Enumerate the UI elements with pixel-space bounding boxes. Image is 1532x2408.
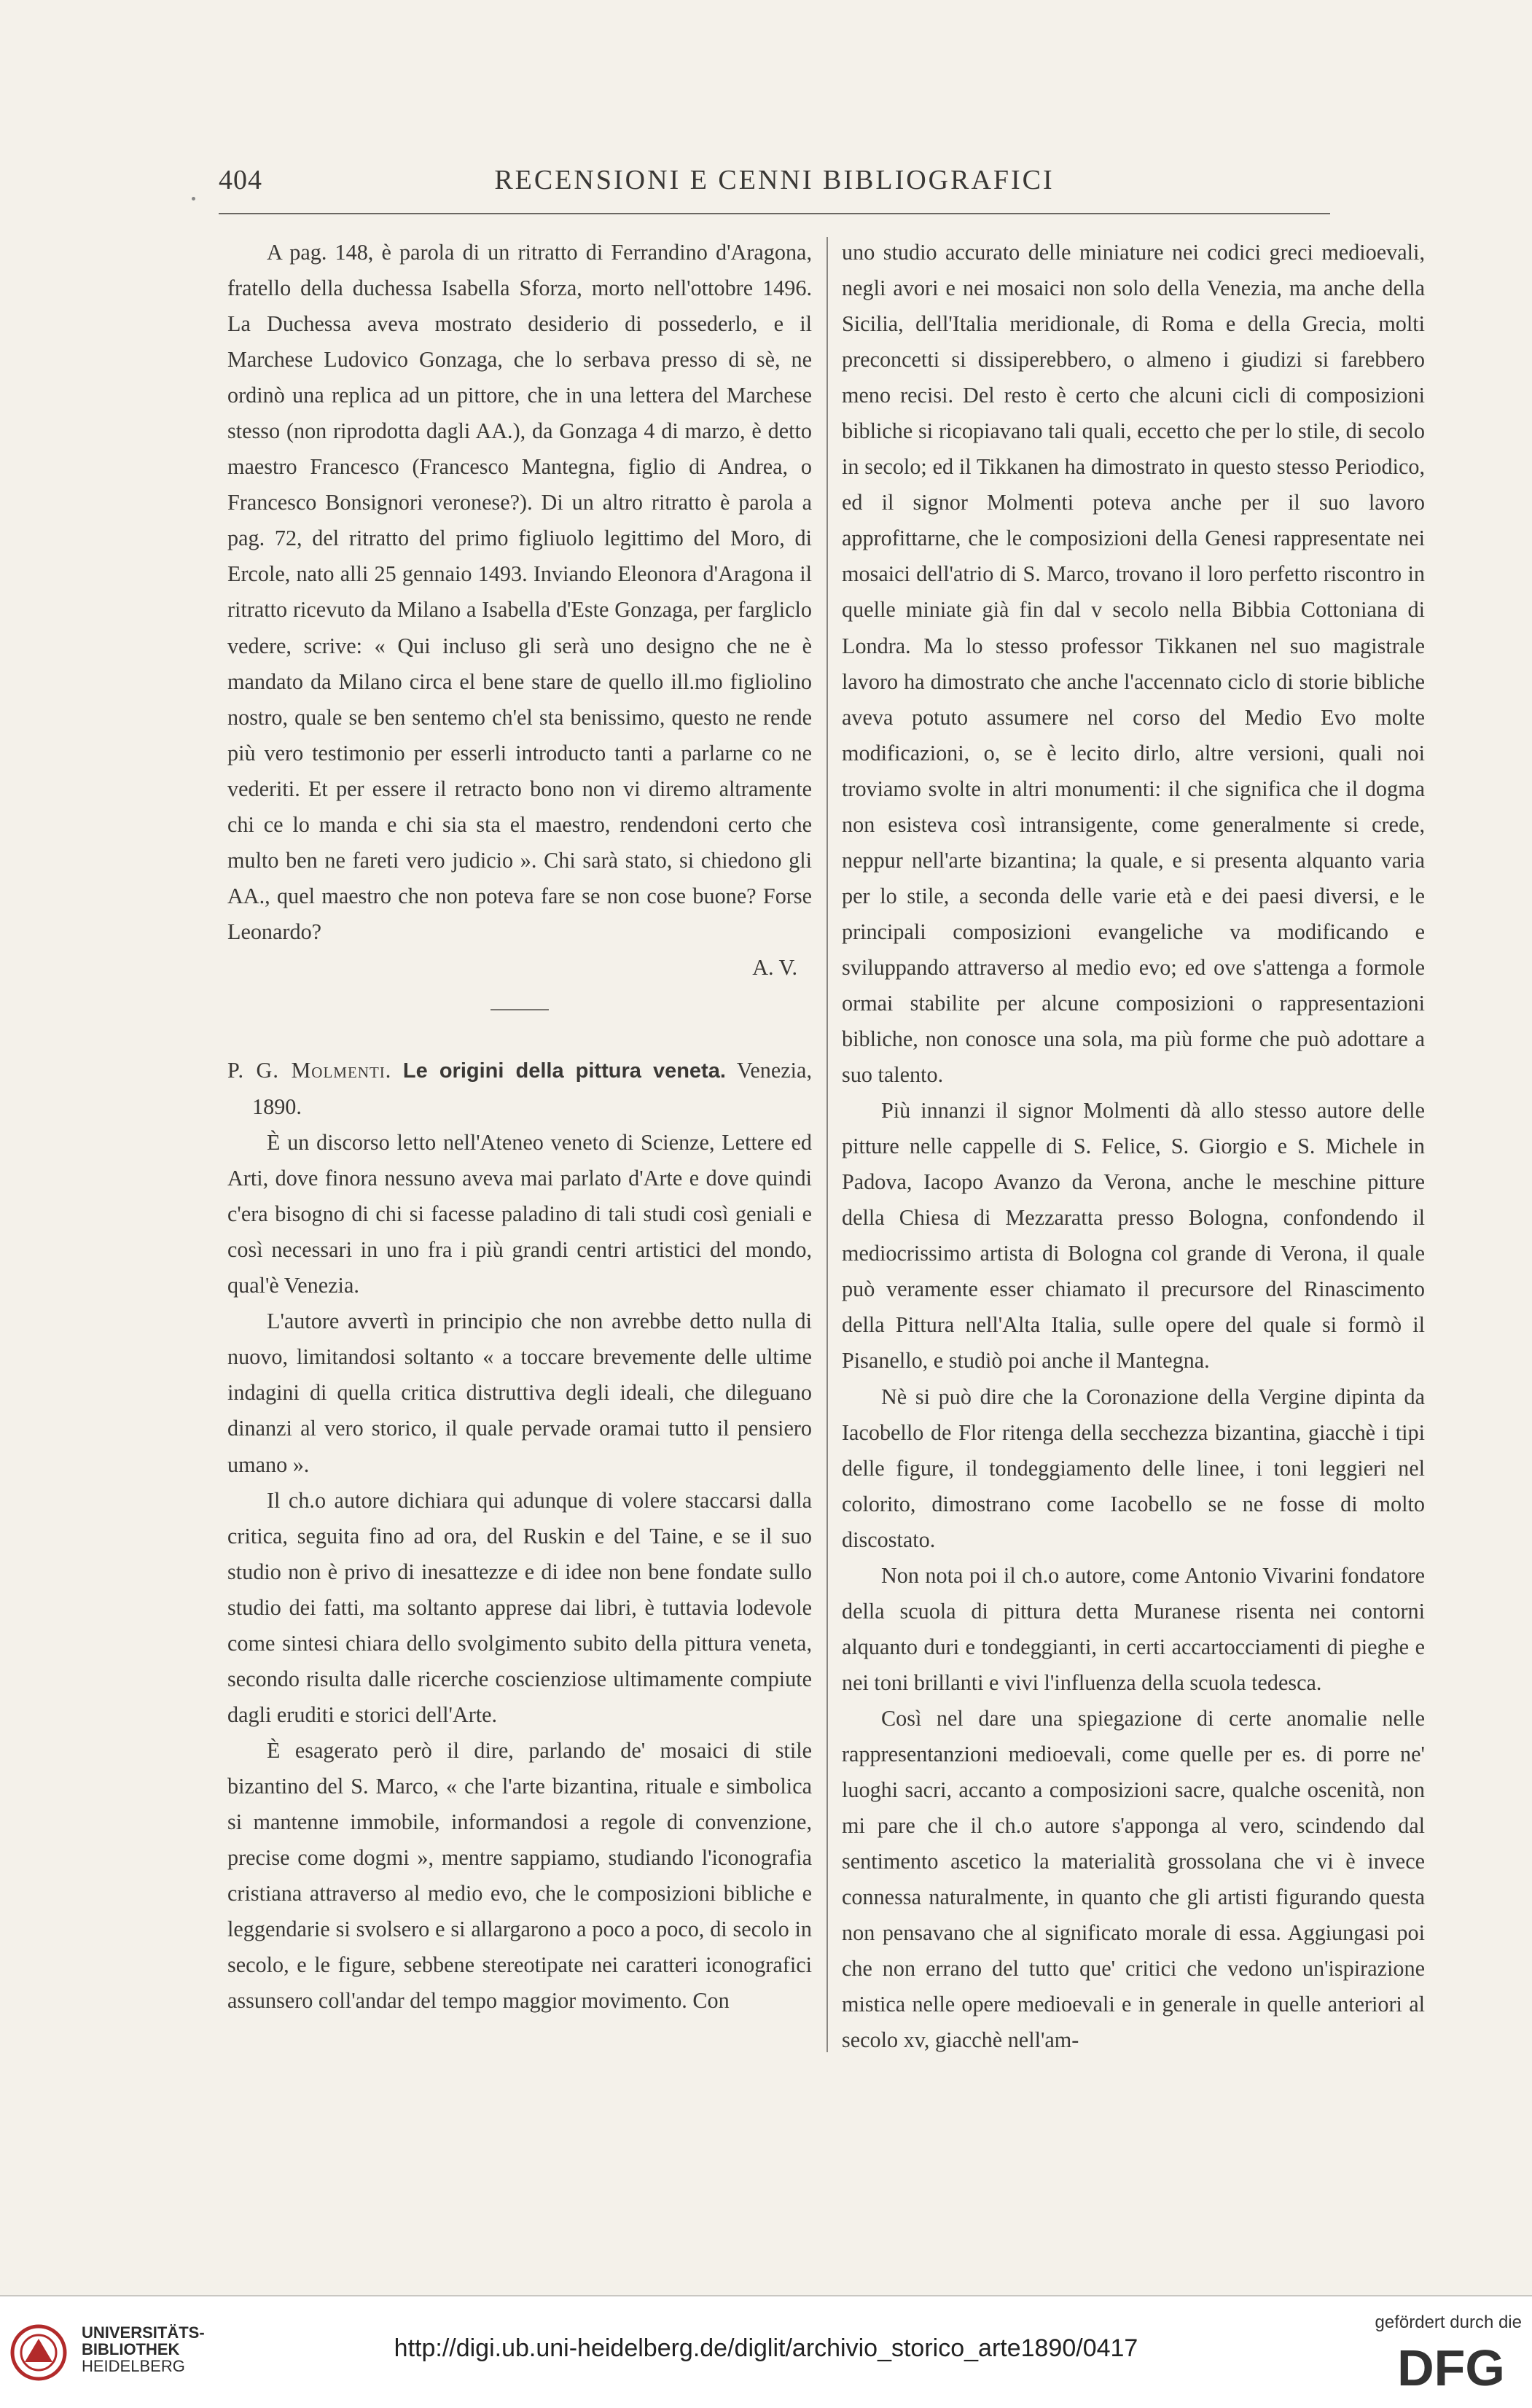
running-head: RECENSIONI E CENNI BIBLIOGRAFICI <box>494 165 1055 195</box>
paragraph: L'autore avvertì in principio che non avrebbe detto nulla di nuovo, limitandosi soltanto « a toccare brevemente delle ultime indagini di quella critica distruttiva degli ideali, che dileguano dinanzi al vero storico, il quale pervade oramai tutto il pensiero umano ». <box>227 1309 812 1477</box>
header-rule <box>219 213 1330 214</box>
review-publication: Venezia, 1890. <box>252 1057 812 1120</box>
funder-label: gefördert durch die <box>1375 2312 1522 2332</box>
paragraph: Più innanzi il signor Molmenti dà allo stesso autore delle pitture nelle cappelle di S. Felice, S. Giorgio e S. Michele in Padova, Iacopo Avanzo da Verona, anche le meschine pitture della Chiesa di Mezzaratta presso Bologna, confondendo il mediocrissimo artista di Bologna col grande di Verona, il quale può veramente esser chiamato il precursore del Rinascimento della Pittura nell'Alta Italia, sulle opere del quale si formò il Pisanello, e studiò poi anche il Mantegna. <box>842 1098 1425 1374</box>
review-title: Le origini della pittura veneta. <box>402 1059 726 1083</box>
paragraph: Non nota poi il ch.o autore, come Antonio Vivarini fondatore della scuola di pittura detta Muranese risenta nei contorni alquanto duri e tondeggianti, in certi accartocciamenti di pieghe e nei toni brillanti e vivi l'influenza della scuola tedesca. <box>842 1562 1425 1695</box>
paragraph: Così nel dare una spiegazione di certe anomalie nelle rappresentanzioni medioevali, come quelle per es. di porre ne' luoghi sacri, accanto a composizioni sacre, qualche oscenità, non mi pare che il ch.o autore s'apponga al vero, scindendo dal sentimento ascetico la materialità grossolana che vi è invece connessa naturalmente, in quanto che gli artisti figurando questa non pensavano che al significato morale di essa. Aggiungasi poi che non errano del tutto que' critici che vedono un'ispirazione mistica nelle opere medioevali e in generale in quelle anteriori al secolo xv, giacchè nell'am- <box>842 1705 1425 2053</box>
paragraph: È esagerato però il dire, parlando de' mosaici di stile bizantino del S. Marco, « che l'arte bizantina, rituale e simbolica si mantenne immobile, informandosi a regole di convenzione, precise come dogmi », mentre sappiamo, studiando l'iconografia cristiana attraverso al medio evo, che le composizioni bibliche e leggendarie si svolsero e si allargarono a poco a poco, di secolo in secolo, e le figure, sebbene stereotipate nei caratteri iconografici assunsero coll'andar del tempo maggior movimento. Con <box>227 1737 812 2014</box>
page-header <box>219 164 1330 200</box>
page-number: 404 <box>219 165 262 195</box>
column-rule <box>826 237 828 2052</box>
library-name-line: HEIDELBERG <box>82 2357 185 2375</box>
paragraph: A pag. 148, è parola di un ritratto di Ferrandino d'Aragona, fratello della duchessa Isabella Sforza, morto nell'ottobre 1496. La Duchessa aveva mostrato desiderio di possederlo, e il Marchese Ludovico Gonzaga, che lo serbava presso di sè, ne ordinò una replica ad un pittore, che in una lettera del Marchese stesso (non riprodotta dagli AA.), da Gonzaga 4 di marzo, è detto maestro Francesco (Francesco Mantegna, figlio di Andrea, o Francesco Bonsignori veronese?). Di un altro ritratto è parola a pag. 72, del ritratto del primo figliuolo legittimo del Moro, di Ercole, nato alli 25 gennaio 1493. Inviando Eleonora d'Aragona il ritratto ricevuto da Milano a Isabella d'Este Gonzaga, per fargliclo vedere, scrive: « Qui incluso gli serà uno designo che ne è mandato da Milano circa el bene stare de quello ill.mo figliolino nostro, quale se ben sentemo ch'el sta benissimo, questo ne rende più vero testimonio per esserli introducto tanti a parlarne co ne vederiti. Et per essere il retracto bono non vi diremo altramente chi ce lo manda e chi sia sta el maestro, rendendoni certo che multo ben ne fareti vero judicio ». Chi sarà stato, si chiedono gli AA., quel maestro che non poteva fare se non cose buone? Forse Leonardo? <box>227 240 812 944</box>
svg-text:DFG: DFG <box>1397 2342 1505 2393</box>
review-heading <box>227 1053 812 1125</box>
section-divider <box>491 1009 549 1010</box>
left-column <box>227 235 812 2019</box>
review-author: P. G. Molmenti. <box>227 1057 392 1083</box>
signature: A. V. <box>752 954 797 980</box>
paragraph: uno studio accurato delle miniature nei codici greci medioevali, negli avori e nei mosaici non solo della Venezia, ma anche della Sicilia, dell'Italia meridionale, di Roma e della Grecia, molti preconcetti si dissiperebbero, o almeno i giudizi si farebbero meno recisi. Del resto è certo che alcuni cicli di composizioni bibliche si ricopiavano tali quali, eccetto che per lo stile, di secolo in secolo; ed il Tikkanen ha dimostrato in questo stesso Periodico, ed il signor Molmenti poteva anche per il suo lavoro approfittarne, che le composizioni della Genesi rappresentate nei mosaici dell'atrio di S. Marco, trovano il loro perfetto riscontro in quelle miniate già fin dal v secolo nella Bibbia Cottoniana di Londra. Ma lo stesso professor Tikkanen nel suo magistrale lavoro ha dimostrato che anche l'accennato ciclo di storie bibliche aveva potuto assumere nel corso del Medio Evo molte modificazioni, o, se è lecito dirlo, altre versioni, quali noi troviamo svolte in altri monumenti: il che significa che il dogma non esisteva così intransigente, come generalmente si crede, neppur nell'arte bizantina; la quale, e si presenta alquanto varia per lo stile, a seconda delle varie età e dei paesi diversi, e le principali composizioni evangeliche va modificando e sviluppando attraverso al medio evo; ed ove s'attenga a formole ormai stabilite per alcune composizioni o rappresentazioni bibliche, non conosce una sola, ma più forme che può adottare a suo talento. <box>842 240 1425 1088</box>
library-name-line: UNIVERSITÄTS- <box>82 2323 205 2342</box>
paragraph: Nè si può dire che la Coronazione della Vergine dipinta da Iacobello de Flor ritenga della secchezza bizantina, giacchè i tipi delle figure, il tondeggiamento delle linee, i toni leggieri nel colorito, dimostrano come Iacobello se ne fosse di molto discostato. <box>842 1384 1425 1552</box>
paragraph: Il ch.o autore dichiara qui adunque di volere staccarsi dalla critica, seguita fino ad ora, del Ruskin e del Taine, e se il suo studio non è privo di inesattezze e di idee non bene fondate sullo studio dei fatti, ma soltanto apprese dai libri, è tuttavia lodevole come sintesi chiara dello svolgimento subito della pittura veneta, secondo risulta dalle ricerche coscienziose ultimamente compiute dagli eruditi e storici dell'Arte. <box>227 1487 812 1727</box>
page-speck <box>192 197 195 200</box>
right-column <box>842 235 1425 2058</box>
dfg-logo-icon <box>1382 2342 1520 2393</box>
paragraph: È un discorso letto nell'Ateneo veneto di Scienze, Lettere ed Arti, dove finora nessuno aveva mai parlato d'Arte e dove quindi c'era bisogno di chi si facesse paladino di tali studi così geniali e così necessari in uno fra i più grandi centri artistici del mondo, qual'è Venezia. <box>227 1130 812 1298</box>
footer <box>0 2296 1532 2408</box>
library-name-line: BIBLIOTHEK <box>82 2340 180 2358</box>
document-url-link[interactable]: http://digi.ub.uni-heidelberg.de/diglit/archivio_storico_arte1890/0417 <box>394 2334 1138 2362</box>
